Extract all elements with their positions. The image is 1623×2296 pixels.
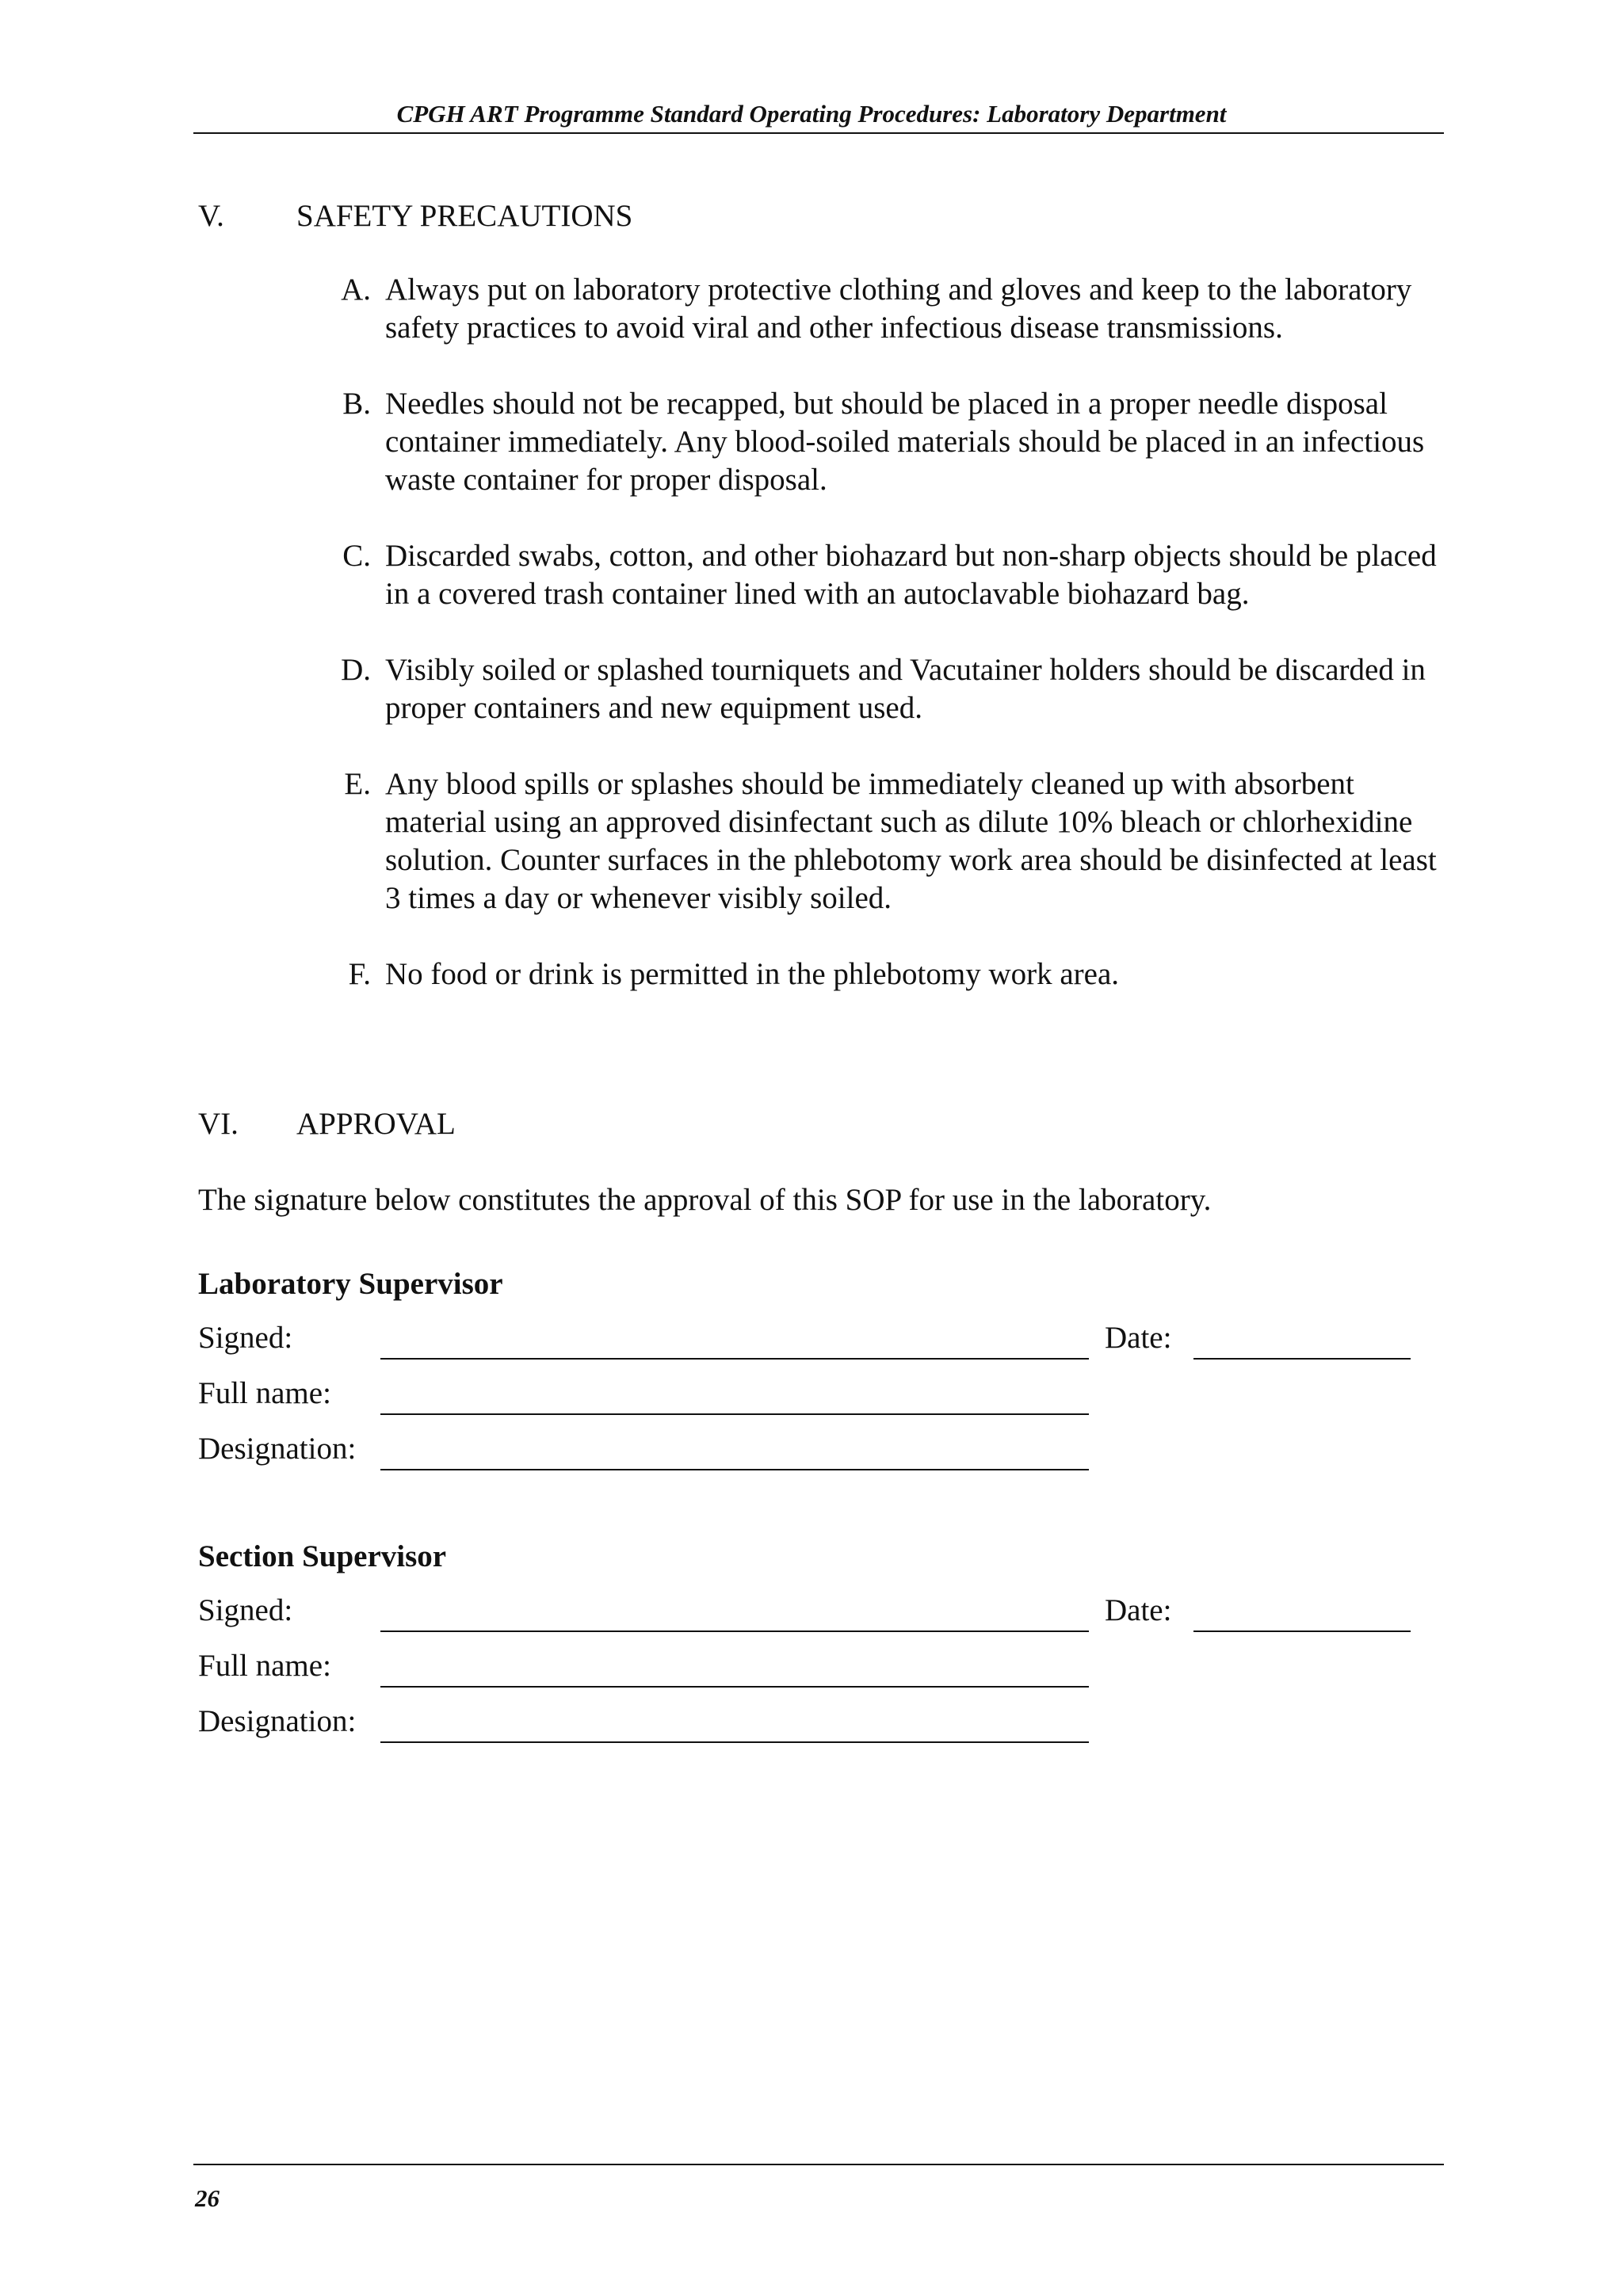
signature-row-signed bbox=[198, 1592, 1434, 1648]
date-line[interactable] bbox=[1193, 1630, 1411, 1632]
section-title: APPROVAL bbox=[296, 1107, 456, 1141]
designation-label: Designation: bbox=[198, 1704, 357, 1738]
list-item-letter: A. bbox=[341, 273, 371, 307]
section-number: VI. bbox=[198, 1107, 239, 1141]
section-heading-approval bbox=[198, 1106, 456, 1142]
designation-line[interactable] bbox=[380, 1469, 1089, 1470]
list-item-letter: E. bbox=[344, 767, 371, 801]
list-item bbox=[301, 537, 1442, 613]
signature-row-signed bbox=[198, 1320, 1434, 1375]
list-item-text: Any blood spills or splashes should be immediately cleaned up with absorbent material using an approved disinfectant such as dilute 10% bleach or chlorhexidine solution. Counter surfaces in the phlebotomy work area should be disinfected at least 3 times a day or whenever visibly soiled. bbox=[385, 767, 1437, 915]
list-item-text: Visibly soiled or splashed tourniquets and Vacutainer holders should be discarded in proper containers and new equipment used. bbox=[385, 653, 1426, 725]
running-header: CPGH ART Programme Standard Operating Procedures: Laboratory Department bbox=[396, 100, 1227, 128]
signature-block-title: Section Supervisor bbox=[198, 1539, 447, 1573]
signature-line[interactable] bbox=[380, 1630, 1089, 1632]
designation-line[interactable] bbox=[380, 1741, 1089, 1743]
header-rule bbox=[193, 132, 1444, 134]
list-item bbox=[301, 651, 1442, 727]
list-item-letter: F. bbox=[348, 957, 371, 991]
list-item bbox=[301, 765, 1442, 917]
list-item-text: No food or drink is permitted in the phlebotomy work area. bbox=[385, 957, 1120, 991]
list-item-letter: C. bbox=[342, 539, 371, 573]
designation-label: Designation: bbox=[198, 1432, 357, 1466]
signed-label: Signed: bbox=[198, 1321, 293, 1355]
signature-row-full-name bbox=[198, 1648, 1434, 1703]
signature-block-section-supervisor bbox=[198, 1539, 1434, 1759]
list-item bbox=[301, 955, 1442, 994]
list-item-text: Always put on laboratory protective clothing and gloves and keep to the laboratory safety practices to avoid viral and other infectious disease transmissions. bbox=[385, 273, 1412, 345]
approval-statement: The signature below constitutes the approval of this SOP for use in the laboratory. bbox=[198, 1183, 1212, 1217]
full-name-label: Full name: bbox=[198, 1649, 331, 1683]
list-item-letter: D. bbox=[341, 653, 371, 687]
footer-rule bbox=[193, 2164, 1444, 2165]
section-heading-safety bbox=[198, 198, 632, 234]
signature-block-title: Laboratory Supervisor bbox=[198, 1267, 503, 1301]
date-label: Date: bbox=[1105, 1593, 1172, 1627]
safety-precautions-list bbox=[301, 271, 1442, 1032]
section-title: SAFETY PRECAUTIONS bbox=[296, 199, 633, 233]
section-number: V. bbox=[198, 199, 224, 233]
list-item bbox=[301, 271, 1442, 347]
list-item-text: Discarded swabs, cotton, and other biohazard but non-sharp objects should be placed in a covered trash container lined with an autoclavable biohazard bag. bbox=[385, 539, 1437, 611]
full-name-line[interactable] bbox=[380, 1686, 1089, 1688]
signature-line[interactable] bbox=[380, 1358, 1089, 1360]
page-number: 26 bbox=[195, 2184, 220, 2212]
signature-row-full-name bbox=[198, 1375, 1434, 1431]
signed-label: Signed: bbox=[198, 1593, 293, 1627]
signature-row-designation bbox=[198, 1703, 1434, 1759]
date-line[interactable] bbox=[1193, 1358, 1411, 1360]
signature-block-laboratory-supervisor bbox=[198, 1266, 1434, 1486]
list-item bbox=[301, 385, 1442, 499]
full-name-line[interactable] bbox=[380, 1413, 1089, 1415]
signature-row-designation bbox=[198, 1431, 1434, 1486]
list-item-letter: B. bbox=[342, 387, 371, 421]
date-label: Date: bbox=[1105, 1321, 1172, 1355]
full-name-label: Full name: bbox=[198, 1376, 331, 1410]
list-item-text: Needles should not be recapped, but should be placed in a proper needle disposal container immediately. Any blood-soiled materials should be placed in an infectious waste container for proper disposal. bbox=[385, 387, 1425, 497]
